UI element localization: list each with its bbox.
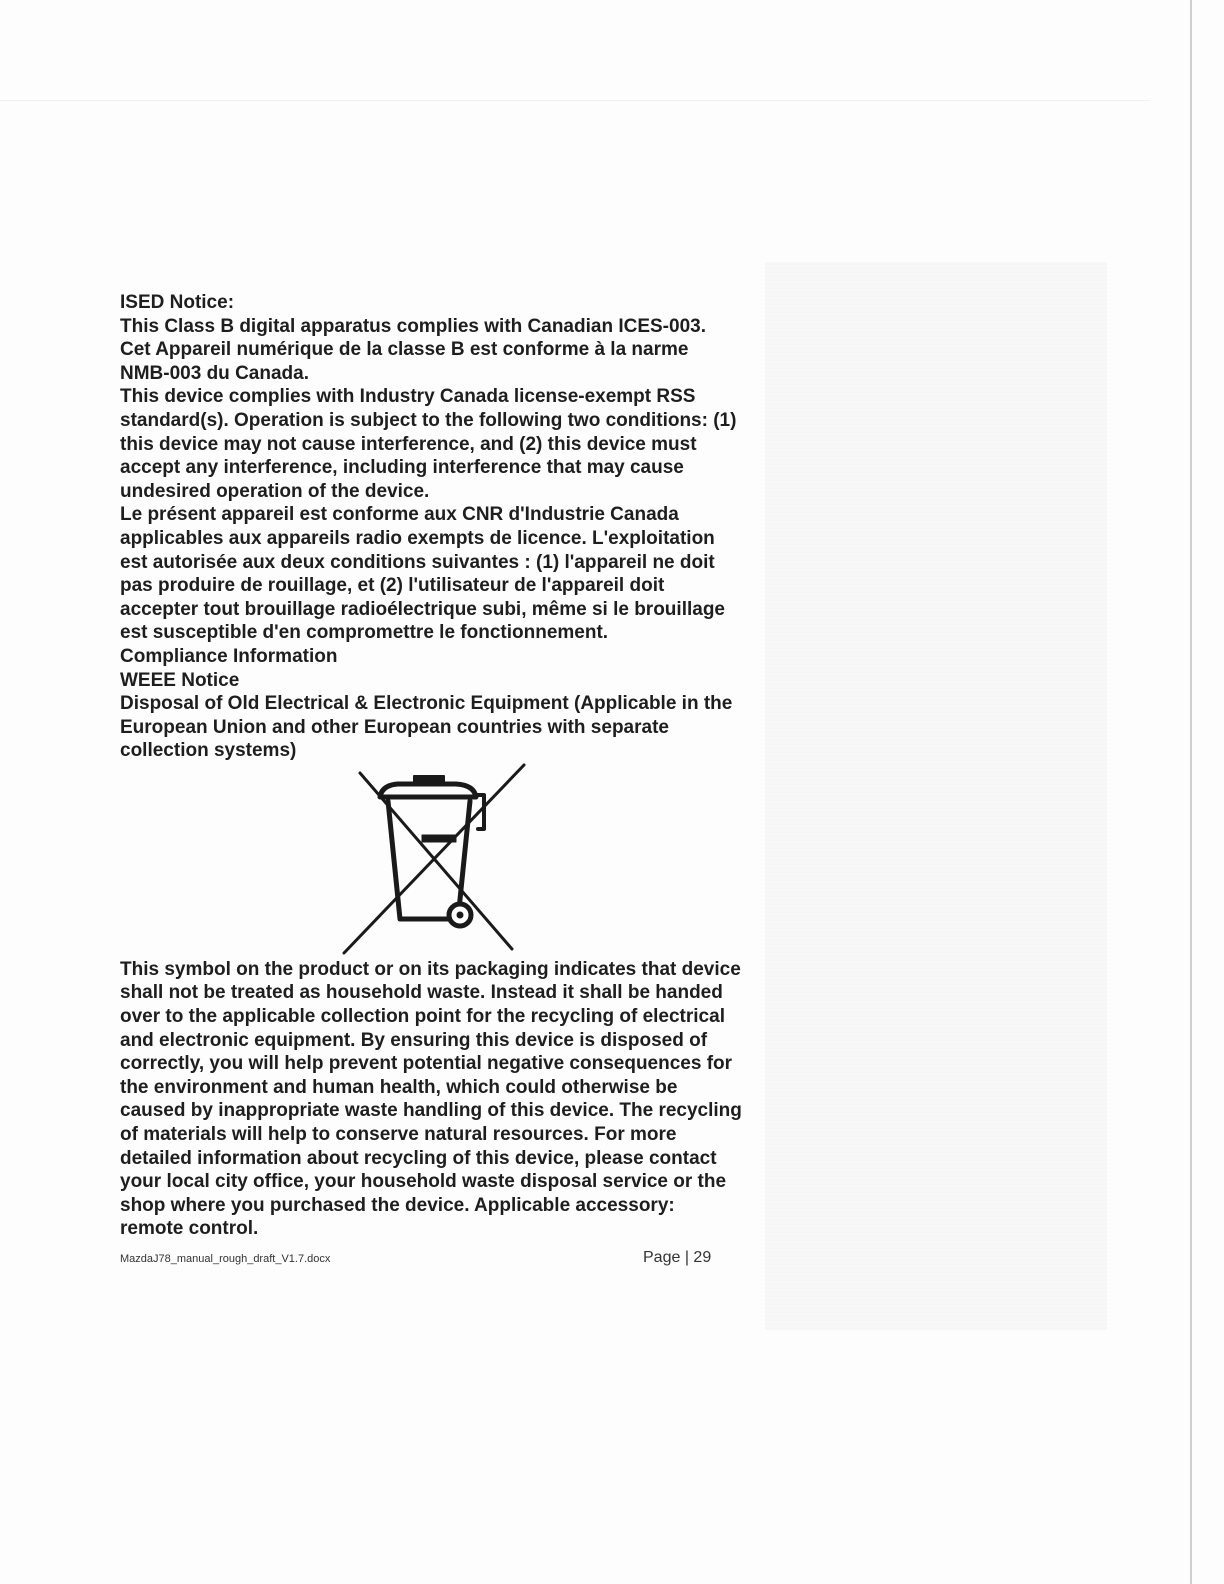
- text-line: this device may not cause interference, and (2) this device must: [120, 433, 697, 455]
- notice-content: [120, 291, 770, 1241]
- text-line: collection systems): [120, 740, 297, 762]
- text-line: standard(s). Operation is subject to the following two conditions: (1): [120, 409, 737, 431]
- text-line: accept any interference, including interference that may cause: [120, 457, 684, 479]
- text-line: your local city office, your household waste disposal service or the: [120, 1171, 727, 1193]
- compliance-heading: Compliance Information: [120, 645, 338, 667]
- text-line: European Union and other European countries with separate: [120, 716, 669, 738]
- ised-heading: ISED Notice:: [120, 292, 235, 313]
- crossed-out-wheelie-bin-icon: [338, 759, 538, 959]
- text-line: remote control.: [120, 1218, 259, 1240]
- footer-filename: MazdaJ78_manual_rough_draft_V1.7.docx: [120, 1253, 331, 1265]
- text-line: correctly, you will help prevent potential negative consequences for: [120, 1053, 733, 1075]
- text-line: This device complies with Industry Canada license-exempt RSS: [120, 386, 696, 408]
- text-line: pas produire de rouillage, et (2) l'utilisateur de l'appareil doit: [120, 575, 665, 597]
- text-line: Cet Appareil numérique de la classe B est conforme à la narme: [120, 339, 689, 361]
- text-line: of materials will help to conserve natural resources. For more: [120, 1124, 677, 1146]
- scan-artifact-line: [0, 100, 1150, 101]
- scan-artifact-band: [765, 262, 1107, 1330]
- page-footer: [120, 1249, 720, 1273]
- text-line: Le présent appareil est conforme aux CNR d'Industrie Canada: [120, 504, 679, 526]
- text-line: shop where you purchased the device. Applicable accessory:: [120, 1194, 675, 1216]
- page-edge: [1190, 0, 1192, 1584]
- disposal-text: [120, 692, 770, 763]
- text-line: This Class B digital apparatus complies with Canadian ICES-003.: [120, 315, 706, 337]
- text-line: the environment and human health, which could otherwise be: [120, 1076, 678, 1098]
- page-number: Page | 29: [643, 1249, 712, 1266]
- text-line: detailed information about recycling of this device, please contact: [120, 1147, 717, 1169]
- text-line: undesired operation of the device.: [120, 480, 430, 502]
- text-line: over to the applicable collection point for the recycling of electrical: [120, 1006, 725, 1028]
- text-line: and electronic equipment. By ensuring this device is disposed of: [120, 1029, 708, 1051]
- text-line: shall not be treated as household waste. Instead it shall be handed: [120, 982, 723, 1004]
- text-line: est autorisée aux deux conditions suivantes : (1) l'appareil ne doit: [120, 551, 715, 573]
- text-line: accepter tout brouillage radioélectrique subi, même si le brouillage: [120, 598, 725, 620]
- ised-text: [120, 315, 770, 645]
- weee-heading: WEEE Notice: [120, 669, 240, 691]
- weee-explanation-text: [120, 958, 770, 1241]
- text-line: This symbol on the product or on its packaging indicates that device: [120, 958, 741, 980]
- text-line: est susceptible d'en compromettre le fonctionnement.: [120, 622, 609, 644]
- text-line: NMB-003 du Canada.: [120, 362, 309, 384]
- weee-symbol-area: [120, 763, 770, 958]
- text-line: applicables aux appareils radio exempts de licence. L'exploitation: [120, 527, 715, 549]
- text-line: Disposal of Old Electrical & Electronic Equipment (Applicable in the: [120, 693, 733, 715]
- text-line: caused by inappropriate waste handling of this device. The recycling: [120, 1100, 742, 1122]
